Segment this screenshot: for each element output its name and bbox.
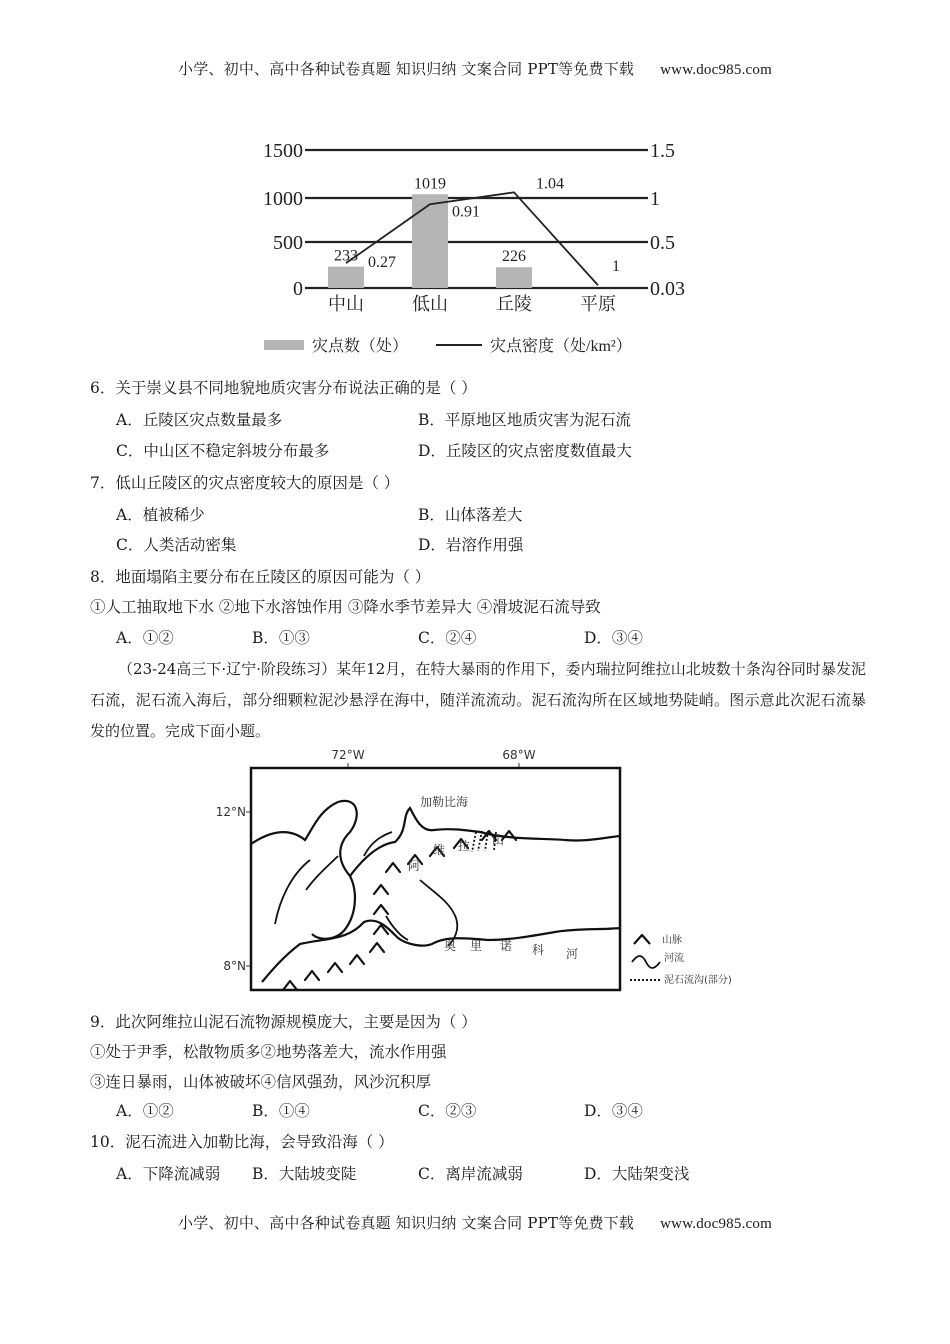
line-value-label: 1	[612, 258, 620, 276]
left-tick-label: 500	[273, 232, 303, 254]
legend-line-label: 灾点密度（处/km²）	[490, 338, 632, 355]
left-tick-label: 0	[293, 278, 303, 300]
q8-option-a[interactable]: A．①②	[116, 629, 174, 647]
passage	[90, 654, 866, 747]
river	[420, 880, 457, 946]
lon-label-68w: 68°W	[502, 748, 536, 762]
passage-text: （23-24高三下·辽宁·阶段练习）某年12月，在特大暴雨的作用下，委内瑞拉阿维拉山北坡数十条沟谷同时暴发泥石流，泥石流入海后，部分细颗粒泥沙悬浮在海中，随洋流流动。泥石流沟所在区域地势陡峭。图示意此次泥石流暴发的位置。完成下面小题。	[90, 660, 866, 740]
q8-option-b[interactable]: B．①③	[252, 629, 310, 647]
mountain-range	[283, 831, 516, 990]
q10-option-d[interactable]: D．大陆架变浅	[584, 1165, 690, 1183]
q6-stem: 6．关于崇义县不同地貌地质灾害分布说法正确的是（ ）	[90, 379, 477, 397]
left-axis-ticks	[263, 140, 303, 300]
q7-stem: 7．低山丘陵区的灾点密度较大的原因是（ ）	[90, 474, 400, 492]
river	[306, 856, 338, 890]
header-site-link[interactable]: www.doc985.com	[660, 62, 772, 78]
q8-option-c[interactable]: C．②④	[418, 629, 477, 647]
river-char: 诺	[500, 939, 513, 953]
header-text: 小学、初中、高中各种试卷真题 知识归纳 文案合同 PPT等免费下载	[178, 60, 635, 78]
page-footer	[0, 1212, 950, 1233]
category-label: 低山	[412, 294, 448, 314]
lon-label-72w: 72°W	[331, 748, 365, 762]
right-tick-label: 0.5	[650, 232, 675, 254]
q6-option-a[interactable]: A．丘陵区灾点数量最多	[116, 411, 283, 429]
legend-mountain-label: 山脉	[662, 935, 682, 946]
river-char: 河	[566, 947, 579, 961]
q6-option-c[interactable]: C．中山区不稳定斜坡分布最多	[116, 442, 330, 460]
category-label: 中山	[328, 294, 364, 314]
line-labels	[368, 175, 620, 275]
venezuela-map	[210, 744, 750, 994]
mountain-char: 拉	[458, 839, 471, 853]
footer-text: 小学、初中、高中各种试卷真题 知识归纳 文案合同 PPT等免费下载	[178, 1214, 635, 1232]
q7-option-d[interactable]: D．岩溶作用强	[418, 536, 524, 554]
page-header	[0, 58, 950, 79]
sea-label: 加勒比海	[420, 795, 469, 809]
q6-option-b[interactable]: B．平原地区地质灾害为泥石流	[418, 411, 631, 429]
right-tick-label: 0.03	[650, 278, 685, 300]
bar-中山	[328, 267, 364, 288]
category-label: 丘陵	[496, 294, 532, 314]
line-value-label: 0.27	[368, 254, 396, 272]
bar-低山	[412, 194, 448, 288]
bar-value-label: 233	[334, 247, 358, 265]
q9-option-c[interactable]: C．②③	[418, 1102, 477, 1120]
right-tick-label: 1	[650, 188, 660, 210]
legend-bar-swatch	[264, 340, 304, 350]
q10-stem: 10．泥石流进入加勒比海，会导致沿海（ ）	[90, 1133, 394, 1151]
river	[275, 860, 310, 924]
lat-label-8n: 8°N	[223, 959, 246, 973]
river-char: 奥	[444, 939, 457, 953]
q10-option-b[interactable]: B．大陆坡变陡	[252, 1165, 357, 1183]
q7-option-b[interactable]: B．山体落差大	[418, 506, 523, 524]
legend-river-label: 河流	[664, 953, 684, 964]
q6-option-d[interactable]: D．丘陵区的灾点密度数值最大	[418, 442, 632, 460]
chart-legend	[264, 337, 632, 355]
left-tick-label: 1000	[263, 188, 303, 210]
q9-line2: ③连日暴雨，山体被破坏④信风强劲，风沙沉积厚	[90, 1073, 432, 1091]
q9-option-a[interactable]: A．①②	[116, 1102, 174, 1120]
legend-bar-label: 灾点数（处）	[312, 338, 409, 355]
q8-items: ①人工抽取地下水 ②地下水溶蚀作用 ③降水季节差异大 ④滑坡泥石流导致	[90, 598, 601, 616]
q10-option-a[interactable]: A．下降流减弱	[116, 1165, 221, 1183]
q10-option-c[interactable]: C．离岸流减弱	[418, 1165, 523, 1183]
mountain-char: 维	[433, 843, 446, 857]
bar-value-label: 1019	[414, 175, 446, 193]
legend-river-icon	[632, 956, 660, 968]
q7-option-c[interactable]: C．人类活动密集	[116, 536, 237, 554]
q8-stem: 8．地面塌陷主要分布在丘陵区的原因可能为（ ）	[90, 568, 431, 586]
bar-value-label: 226	[502, 248, 526, 266]
footer-site-link[interactable]: www.doc985.com	[660, 1216, 772, 1232]
line-value-label: 1.04	[536, 175, 564, 193]
lat-label-12n: 12°N	[215, 805, 246, 819]
river-char: 里	[470, 939, 483, 953]
q8-option-d[interactable]: D．③④	[584, 629, 643, 647]
q9-line1: ①处于尹季，松散物质多②地势落差大，流水作用强	[90, 1043, 447, 1061]
category-label: 平原	[580, 294, 616, 314]
q9-stem: 9．此次阿维拉山泥石流物源规模庞大，主要是因为（ ）	[90, 1013, 477, 1031]
right-axis-ticks	[650, 140, 685, 300]
disaster-chart	[250, 128, 700, 360]
left-tick-label: 1500	[263, 140, 303, 162]
q9-option-b[interactable]: B．①④	[252, 1102, 310, 1120]
mountain-char: 阿	[408, 859, 421, 873]
bar-丘陵	[496, 267, 532, 288]
river-char: 科	[532, 943, 545, 957]
q7-option-a[interactable]: A．植被稀少	[116, 506, 205, 524]
coastline	[251, 801, 620, 939]
right-tick-label: 1.5	[650, 140, 675, 162]
q9-option-d[interactable]: D．③④	[584, 1102, 643, 1120]
map-legend	[630, 933, 732, 986]
legend-gully-label: 泥石流沟(部分)	[664, 975, 732, 986]
mountain-char: 山	[492, 833, 505, 847]
line-value-label: 0.91	[452, 203, 480, 221]
category-labels	[328, 294, 616, 314]
legend-mountain-icon	[634, 935, 650, 944]
